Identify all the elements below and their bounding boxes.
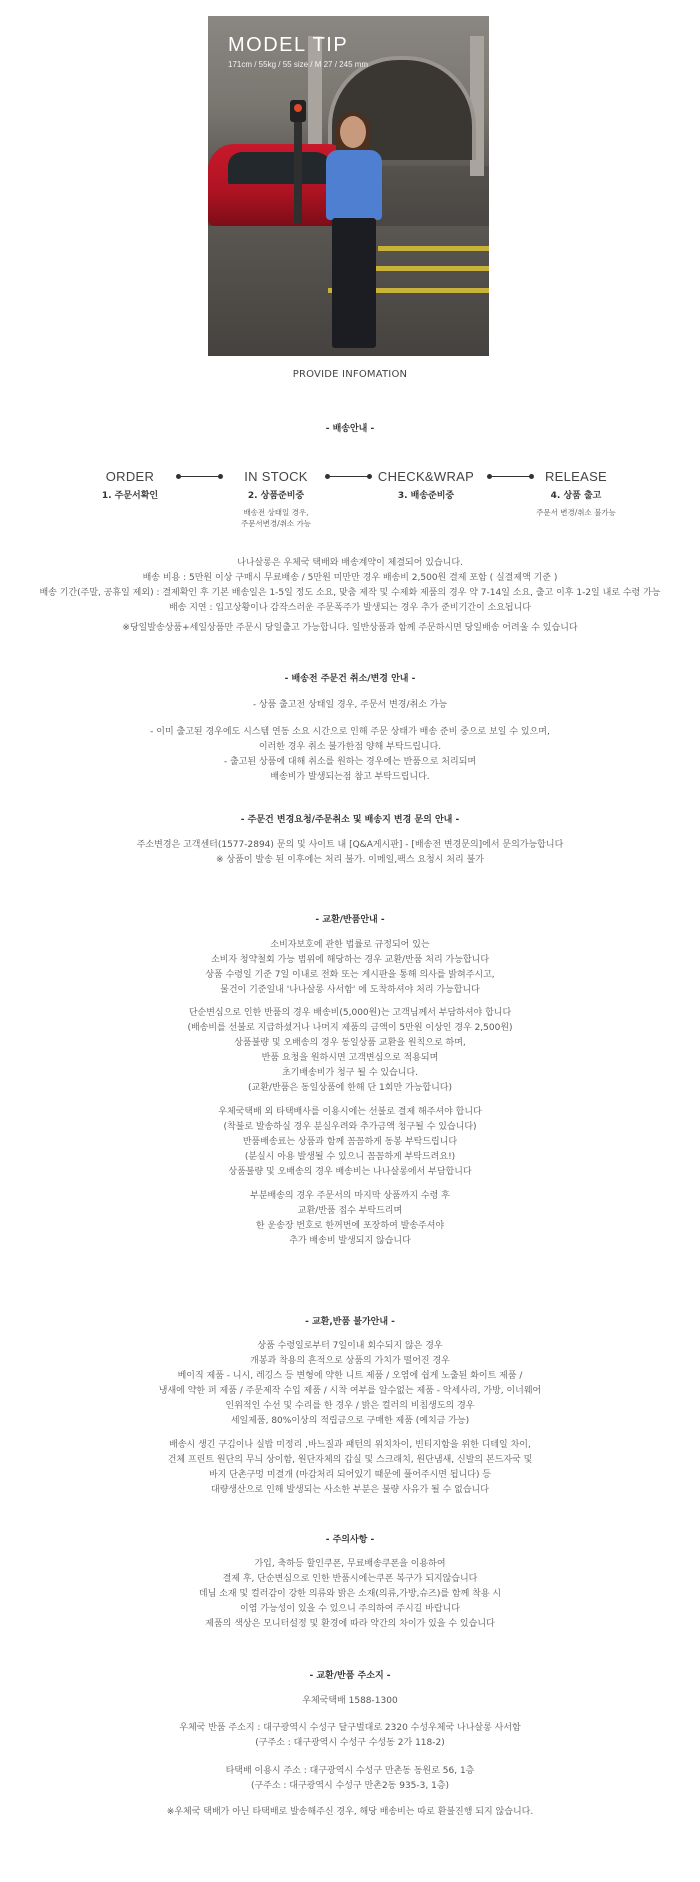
text-line: 이염 가능성이 있을 수 있으니 주의하여 주시길 바랍니다 bbox=[240, 1604, 460, 1614]
step-connector-dot bbox=[367, 474, 372, 479]
text-line: 우체국택배 외 타택배사를 이용시에는 선불로 결제 해주셔야 합니다 bbox=[218, 1107, 482, 1117]
inquiry-details bbox=[0, 838, 700, 868]
model-figure bbox=[326, 116, 382, 356]
text-line: 바지 단촌구멍 미결개 (마감처리 되어있기 때문에 풀어주시면 됩니다) 등 bbox=[208, 1470, 492, 1480]
text-line: 세일제품, 80%이상의 적립금으로 구매한 제품 (예치금 가능) bbox=[230, 1416, 470, 1426]
model-tip-title: MODEL TIP bbox=[228, 34, 349, 56]
text-line: 상품불량 및 오배송의 경우 동일상품 교환을 원칙으로 하며, bbox=[234, 1038, 466, 1048]
road-stripe bbox=[378, 246, 489, 251]
cancel-heading: - 배송전 주문건 취소/변경 안내 - bbox=[284, 674, 416, 684]
exchange-block-4 bbox=[0, 1189, 700, 1249]
no-exchange-block-2 bbox=[0, 1438, 700, 1498]
text-line: 제품의 색상은 모니터설정 및 환경에 따라 약간의 차이가 있을 수 있습니다 bbox=[205, 1619, 495, 1629]
exchange-heading: - 교환/반품안내 - bbox=[315, 915, 385, 925]
text-line: 인위적인 수선 및 수리를 한 경우 / 밝은 컬러의 비침생도의 경우 bbox=[225, 1401, 475, 1411]
step-connector bbox=[327, 476, 369, 477]
exchange-block-3 bbox=[0, 1105, 700, 1180]
text-line: 배송비가 발생되는점 참고 부탁드립니다. bbox=[270, 772, 430, 782]
text-line: 대량생산으로 인해 발생되는 사소한 부분은 불량 사유가 될 수 없습니다 bbox=[211, 1485, 489, 1495]
text-line: 개봉과 착용의 흔적으로 상품의 가치가 떨어진 경우 bbox=[250, 1356, 450, 1366]
provide-info-title: PROVIDE INFOMATION bbox=[292, 369, 408, 380]
text-line: 가입, 축하등 할인쿠폰, 무료배송쿠폰을 이용하여 bbox=[254, 1559, 446, 1569]
address-heading: - 교환/반품 주소지 - bbox=[309, 1671, 391, 1681]
text-line: 배송시 생긴 구김이나 실밥 미정리 ,바느질과 패턴의 위치차이, 빈티지함을 위한 디테일 차이, bbox=[169, 1440, 531, 1450]
step-connector-dot bbox=[218, 474, 223, 479]
text-line: (교환/반품은 동일상품에 한해 단 1회만 가능합니다) bbox=[248, 1083, 452, 1093]
text-line: 교환/반품 접수 부탁드리며 bbox=[297, 1206, 403, 1216]
text-line: 배송 기간(주말, 공휴일 제외) : 결제확인 후 기본 배송일은 1-5일 정도 소요, 맞춤 제작 및 수제화 제품의 경우 약 7-14일 소요, 출고 이후 1-2일 내로 수령 가능 bbox=[39, 588, 661, 598]
step-number: 1. 주문서확인 bbox=[101, 491, 159, 501]
step-desc: 배송전 상태일 경우, bbox=[243, 508, 309, 517]
no-exchange-block-1 bbox=[0, 1339, 700, 1429]
text-line: (구주소 : 대구광역시 수성구 만촌2동 935-3, 1층) bbox=[250, 1781, 450, 1791]
shipping-heading: - 배송안내 - bbox=[325, 424, 375, 434]
text-line: 소비자 청약철회 가능 범위에 해당하는 경우 교환/반품 처리 가능합니다 bbox=[210, 955, 490, 965]
shipping-info bbox=[0, 556, 700, 616]
step-desc: 주문서변경/취소 가능 bbox=[240, 519, 312, 528]
inquiry-heading: - 주문건 변경요청/주문취소 및 배송지 변경 문의 안내 - bbox=[240, 815, 460, 825]
text-line: 소비자보호에 관한 법률로 규정되어 있는 bbox=[270, 940, 430, 950]
caution-heading: - 주의사항 - bbox=[325, 1535, 375, 1545]
step-connector bbox=[178, 476, 220, 477]
step-connector bbox=[489, 476, 531, 477]
text-line: 배송 비용 : 5만원 이상 구매시 무료배송 / 5만원 미만만 경우 배송비 2,500원 결제 포함 ( 실결제액 기준 ) bbox=[142, 573, 558, 583]
text-line: 타택배 이용시 주소 : 대구광역시 수성구 만촌동 동원로 56, 1층 bbox=[225, 1766, 475, 1776]
cancel-details bbox=[0, 725, 700, 785]
exchange-block-1 bbox=[0, 938, 700, 998]
courier-line: 우체국택배 1588-1300 bbox=[302, 1696, 398, 1706]
text-line: 반품 요청을 원하시면 고객변심으로 적용되며 bbox=[261, 1053, 439, 1063]
step-desc: 주문서 변경/취소 불가능 bbox=[536, 508, 616, 517]
step-name: RELEASE bbox=[544, 469, 608, 484]
step-name: ORDER bbox=[105, 469, 155, 484]
text-line: 배송 지연 : 입고상황이나 감작스러운 주문폭주가 발생되는 경우 추가 준비기간이 소요됩니다 bbox=[168, 603, 531, 613]
text-line: 결제 후, 단순변심으로 인한 반품시에는쿠폰 복구가 되지않습니다 bbox=[222, 1574, 478, 1584]
text-line: ※ 상품이 발송 된 이후에는 처리 불가. 이메일,팩스 요청시 처리 불가 bbox=[216, 855, 484, 865]
other-courier-address bbox=[0, 1764, 700, 1794]
step-connector-dot bbox=[529, 474, 534, 479]
text-line: 베이직 제품 - 니시, 레깅스 등 변형에 약한 니트 제품 / 오염에 쉽게 노출된 화이트 제품 / bbox=[177, 1371, 523, 1381]
text-line: 단순변심으로 인한 반품의 경우 배송비(5,000원)는 고객님께서 부담하셔야 합니다 bbox=[188, 1008, 512, 1018]
traffic-light bbox=[290, 100, 306, 122]
step-number: 4. 상품 출고 bbox=[550, 491, 602, 501]
text-line: 초기배송비가 청구 될 수 있습니다. bbox=[281, 1068, 419, 1078]
text-line: 냉새에 약한 퍼 제품 / 주문제작 수입 제품 / 시착 여부를 알수없는 제품 - 악세사리, 가방, 이너웨어 bbox=[158, 1386, 542, 1396]
no-exchange-heading: - 교환,반품 불가안내 - bbox=[305, 1317, 395, 1327]
caution-block bbox=[0, 1557, 700, 1632]
step-check-wrap bbox=[356, 469, 496, 501]
step-name: IN STOCK bbox=[244, 469, 308, 484]
cancel-line: - 상품 출고전 상태일 경우, 주문서 변경/취소 가능 bbox=[252, 700, 448, 710]
text-line: 추가 배송비 발생되지 않습니다 bbox=[289, 1236, 411, 1246]
text-line: (분실시 아용 발생될 수 있으니 꼼꼼하게 부탁드려요!) bbox=[244, 1152, 456, 1162]
text-line: (배송비를 선불로 지급하셨거나 나머지 제품의 금액이 5만원 이상인 경우 2,500원) bbox=[187, 1023, 513, 1033]
text-line: 반품배송료는 상품과 함께 꼼꼼하게 동봉 부탁드립니다 bbox=[242, 1137, 458, 1147]
text-line: 우체국 반품 주소지 : 대구광역시 수성구 달구벌대로 2320 수성우체국 나나살롱 사서함 bbox=[179, 1723, 521, 1733]
text-line: 물건이 기준일내 '나나살롱 사서함' 에 도착하셔야 처리 가능합니다 bbox=[220, 985, 480, 995]
text-line: 상품 수령일 기준 7일 이내로 전화 또는 게시판을 통해 의사를 밝혀주시고, bbox=[205, 970, 495, 980]
text-line: - 출고된 상품에 대해 취소를 원하는 경우에는 반품으로 처리되며 bbox=[223, 757, 477, 767]
exchange-block-2 bbox=[0, 1006, 700, 1096]
text-line: (착불로 발송하실 경우 분실우려와 추가금액 청구될 수 있습니다) bbox=[223, 1122, 477, 1132]
text-line: - 이미 출고된 경우에도 시스템 연동 소요 시간으로 인해 주문 상태가 배송 준비 중으로 보일 수 있으며, bbox=[150, 727, 550, 737]
traffic-light-pole bbox=[294, 104, 302, 224]
step-number: 3. 배송준비중 bbox=[397, 491, 455, 501]
text-line: 데님 소재 및 컬러감이 강한 의류와 밝은 소재(의류,가방,슈즈)를 함께 착용 시 bbox=[198, 1589, 502, 1599]
text-line: 상품 수령일로부터 7일이내 회수되지 않은 경우 bbox=[257, 1341, 443, 1351]
step-name: CHECK&WRAP bbox=[377, 469, 475, 484]
model-tip-subtitle: 171cm / 55kg / 55 size / M 27 / 245 mm bbox=[228, 60, 369, 69]
text-line: 상품불량 및 오배송의 경우 배송비는 나나살롱에서 부담합니다 bbox=[228, 1167, 472, 1177]
text-line: 한 운송장 번호로 한꺼번에 포장하여 발송주셔야 bbox=[255, 1221, 445, 1231]
text-line: 주소변경은 고객센터(1577-2894) 문의 및 사이트 내 [Q&A게시판] - [배송전 변경문의]에서 문의가능합니다 bbox=[136, 840, 564, 850]
post-address bbox=[0, 1721, 700, 1751]
text-line: (구주소 : 대구광역시 수성구 수성동 2가 118-2) bbox=[255, 1738, 445, 1748]
text-line: 부분배송의 경우 주문서의 마지막 상품까지 수령 후 bbox=[250, 1191, 450, 1201]
text-line: 나나살롱은 우체국 택배와 배송계약이 체결되어 있습니다. bbox=[237, 558, 463, 568]
text-line: 건체 프린트 원단의 무늬 상이함, 원단자체의 갑실 및 스크래치, 원단냄새, 신발의 본드자국 및 bbox=[167, 1455, 533, 1465]
text-line: 이러한 경우 취소 불가한점 양해 부탁드립니다. bbox=[258, 742, 442, 752]
step-number: 2. 상품준비중 bbox=[247, 491, 305, 501]
address-note: ※우체국 택배가 아닌 타택배로 발송해주신 경우, 해당 배송비는 따로 환불진행 되지 않습니다. bbox=[166, 1807, 534, 1817]
taxi-window bbox=[228, 152, 333, 184]
shipping-note: ※당일발송상품+세일상품만 주문시 당일출고 가능합니다. 일반상품과 함께 주문하시면 당일배송 어려울 수 있습니다 bbox=[122, 623, 578, 633]
